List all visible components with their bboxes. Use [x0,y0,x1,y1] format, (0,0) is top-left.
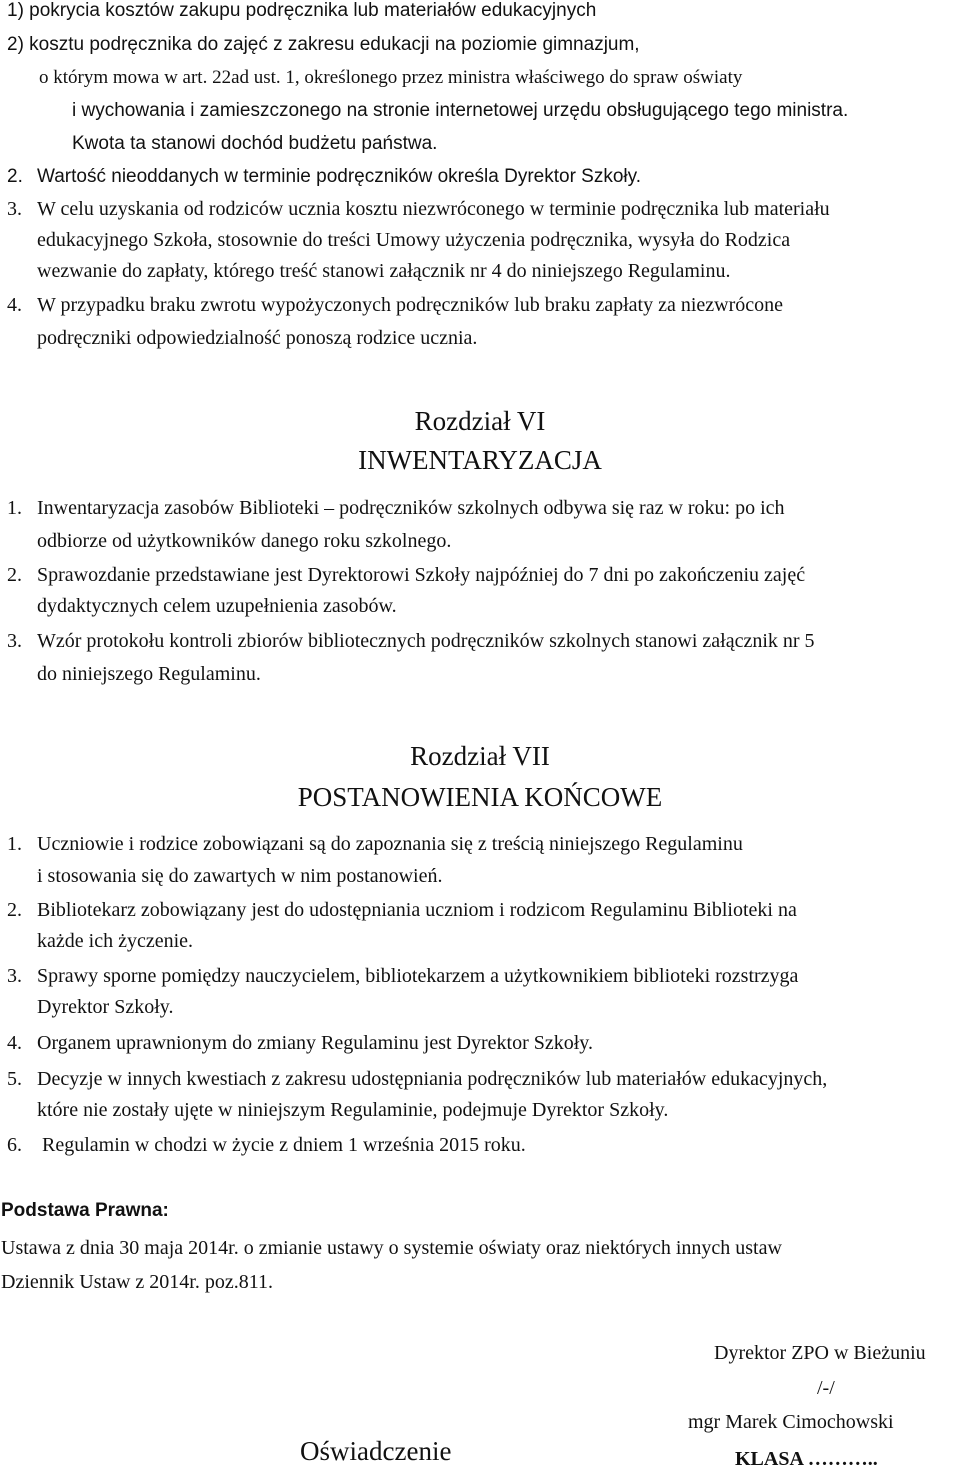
list-item-1: 1) pokrycia kosztów zakupu podręcznika lub materiałów edukacyjnych [7,0,597,21]
paragraph-text: Uczniowie i rodzice zobowiązani są do zapoznania się z treścią niniejszego Regulaminu [37,833,743,855]
paragraph-text: Inwentaryzacja zasobów Biblioteki – podręczników szkolnych odbywa się raz w roku: po ich [37,497,785,519]
paragraph-number: 3. [7,965,22,987]
paragraph-text: dydaktycznych celem uzupełnienia zasobów. [37,595,397,617]
paragraph-number: 2. [7,564,22,586]
chapter-title: Rozdział VII [410,741,550,771]
paragraph-text: Sprawy sporne pomiędzy nauczycielem, bibliotekarzem a użytkownikiem biblioteki rozstrzyga [37,965,799,987]
paragraph-number: 2. [7,899,22,921]
paragraph-text: Decyzje w innych kwestiach z zakresu udostępniania podręczników lub materiałów edukacyjnych, [37,1068,828,1090]
paragraph-number: 6. [7,1134,22,1156]
paragraph-text: W celu uzyskania od rodziców ucznia kosztu niezwróconego w terminie podręcznika lub materiału [37,198,830,220]
signature-mark: /-/ [817,1377,835,1399]
class-label: KLASA ……….. [735,1448,878,1470]
paragraph-number: 1. [7,497,22,519]
paragraph-number: 2. [7,166,23,187]
paragraph-text: wezwanie do zapłaty, którego treść stanowi załącznik nr 4 do niniejszego Regulaminu. [37,260,731,282]
paragraph-text: Dyrektor Szkoły. [37,996,174,1018]
paragraph-text: edukacyjnego Szkoła, stosownie do treści Umowy użyczenia podręcznika, wysyła do Rodzica [37,229,791,251]
paragraph-text: podręczniki odpowiedzialność ponoszą rodzice ucznia. [37,327,478,349]
paragraph-text: które nie zostały ujęte w niniejszym Regulaminie, podejmuje Dyrektor Szkoły. [37,1099,669,1121]
paragraph-number: 1. [7,833,22,855]
paragraph-text: W przypadku braku zwrotu wypożyczonych podręczników lub braku zapłaty za niezwrócone [37,294,784,316]
list-item-2-continuation: Kwota ta stanowi dochód budżetu państwa. [72,133,438,154]
paragraph-text: Wartość nieoddanych w terminie podręczników określa Dyrektor Szkoły. [37,166,642,187]
statement-title: Oświadczenie [300,1436,452,1466]
paragraph-text: każde ich życzenie. [37,930,194,952]
paragraph-number: 3. [7,630,22,652]
chapter-subtitle: POSTANOWIENIA KOŃCOWE [297,782,663,812]
paragraph-number: 4. [7,294,22,316]
paragraph-text: odbiorze od użytkowników danego roku szkolnego. [37,530,452,552]
legal-basis-title: Podstawa Prawna: [1,1200,169,1221]
signature-name: mgr Marek Cimochowski [688,1411,894,1433]
list-item-2: 2) kosztu podręcznika do zajęć z zakresu edukacji na poziomie gimnazjum, [7,34,640,55]
legal-basis-text: Dziennik Ustaw z 2014r. poz.811. [1,1271,273,1293]
paragraph-text: i stosowania się do zawartych w nim postanowień. [37,865,443,887]
paragraph-text: Sprawozdanie przedstawiane jest Dyrektorowi Szkoły najpóźniej do 7 dni po zakończeniu zajęć [37,564,806,586]
signature-role: Dyrektor ZPO w Bieżuniu [714,1342,926,1364]
list-item-2-continuation: i wychowania i zamieszczonego na stronie internetowej urzędu obsługującego tego ministra. [72,100,849,121]
paragraph-text: do niniejszego Regulaminu. [37,663,261,685]
legal-basis-text: Ustawa z dnia 30 maja 2014r. o zmianie ustawy o systemie oświaty oraz niektórych innych ustaw [1,1237,782,1259]
chapter-title: Rozdział VI [414,406,546,436]
paragraph-number: 5. [7,1068,22,1090]
paragraph-number: 4. [7,1032,22,1054]
paragraph-text: Bibliotekarz zobowiązany jest do udostępniania uczniom i rodzicom Regulaminu Biblioteki na [37,899,797,921]
paragraph-text: Regulamin w chodzi w życie z dniem 1 września 2015 roku. [42,1134,526,1156]
paragraph-text: Organem uprawnionym do zmiany Regulaminu jest Dyrektor Szkoły. [37,1032,594,1054]
paragraph-number: 3. [7,198,22,220]
chapter-subtitle: INWENTARYZACJA [358,445,602,475]
paragraph-text: Wzór protokołu kontroli zbiorów bibliotecznych podręczników szkolnych stanowi załącznik nr 5 [37,630,815,652]
list-item-2-continuation: o którym mowa w art. 22ad ust. 1, określonego przez ministra właściwego do spraw oświaty [39,67,743,88]
